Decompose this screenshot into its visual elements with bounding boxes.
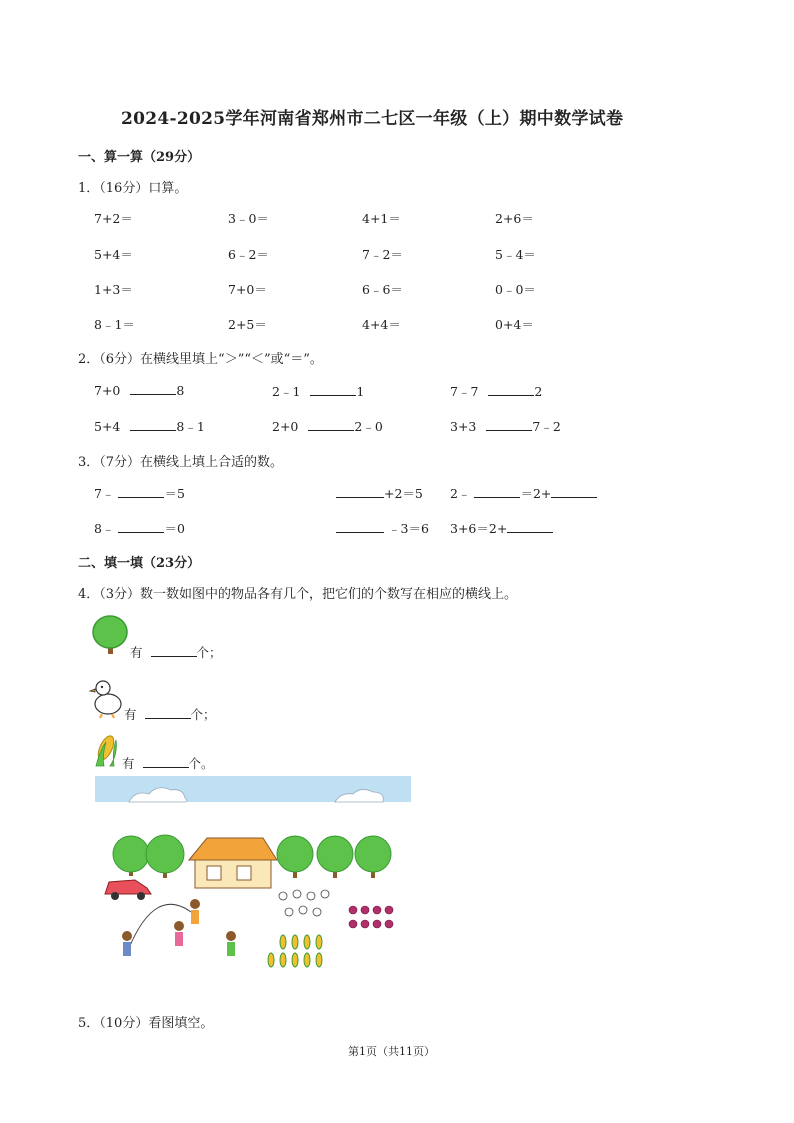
q1-item: 2+6＝ xyxy=(495,211,534,226)
question-2-stem: 2．（6分）在横线里填上“＞”“＜”或“＝”。 xyxy=(78,352,323,367)
q4-text: 个； xyxy=(196,645,222,660)
q4-text: 有 xyxy=(124,707,137,722)
answer-blank[interactable] xyxy=(130,382,176,395)
q2-item xyxy=(94,417,205,435)
corn-icon xyxy=(92,732,120,768)
q2-right: 1 xyxy=(356,384,365,399)
q1-item: 0+4＝ xyxy=(495,317,534,332)
q1-item: 3﹣0＝ xyxy=(228,211,269,226)
q3-text: 8﹣ xyxy=(94,521,115,536)
q3-text: 7﹣ xyxy=(94,486,115,501)
page-title: 2024-2025学年河南省郑州市二七区一年级（上）期中数学试卷 xyxy=(121,109,624,129)
q3-item xyxy=(94,484,185,502)
q2-item xyxy=(450,417,561,435)
q2-left: 7+0 xyxy=(94,383,121,398)
q1-item: 6﹣2＝ xyxy=(228,247,269,262)
q1-item: 4+4＝ xyxy=(362,317,401,332)
answer-blank[interactable] xyxy=(486,418,532,431)
answer-blank[interactable] xyxy=(551,485,597,498)
q1-item: 5﹣4＝ xyxy=(495,247,536,262)
q2-right: 8 xyxy=(176,383,185,398)
q2-item xyxy=(94,382,184,398)
tree xyxy=(113,836,149,876)
question-5-stem: 5．（10分）看图填空。 xyxy=(78,1016,214,1031)
question-3-stem: 3．（7分）在横线上填上合适的数。 xyxy=(78,455,284,470)
q2-right: 8﹣1 xyxy=(176,419,205,434)
answer-blank[interactable] xyxy=(143,755,189,768)
q3-item xyxy=(94,519,185,537)
answer-blank[interactable] xyxy=(507,520,553,533)
tree-icon xyxy=(92,612,128,656)
q1-item: 4+1＝ xyxy=(362,211,401,226)
answer-blank[interactable] xyxy=(488,383,534,396)
q4-text: 有 xyxy=(122,756,135,771)
q4-line-2 xyxy=(124,705,216,723)
q2-left: 7﹣7 xyxy=(450,384,479,399)
q1-item: 1+3＝ xyxy=(94,282,133,297)
q1-item: 2+5＝ xyxy=(228,317,267,332)
answer-blank[interactable] xyxy=(336,520,384,533)
q4-line-1 xyxy=(130,643,222,661)
section-heading-2: 二、填一填（23分） xyxy=(78,556,201,571)
question-1-stem: 1．（16分）口算。 xyxy=(78,181,188,196)
q2-left: 5+4 xyxy=(94,419,121,434)
tree-crown xyxy=(93,616,127,648)
q1-item: 6﹣6＝ xyxy=(362,282,403,297)
q3-item xyxy=(450,484,597,502)
q4-text: 个； xyxy=(190,707,216,722)
tree xyxy=(317,836,353,878)
car xyxy=(105,880,151,900)
duck-icon xyxy=(92,678,124,718)
answer-blank[interactable] xyxy=(145,706,191,719)
answer-blank[interactable] xyxy=(310,383,356,396)
answer-blank[interactable] xyxy=(308,418,354,431)
q3-item xyxy=(450,519,553,537)
question-4-stem: 4．（3分）数一数如图中的物品各有几个，把它们的个数写在相应的横线上。 xyxy=(78,587,518,602)
q2-left: 2+0 xyxy=(272,419,299,434)
tree xyxy=(146,835,184,878)
q2-right: 2 xyxy=(534,384,543,399)
q2-item xyxy=(272,417,383,435)
q2-left: 3+3 xyxy=(450,419,477,434)
q4-line-3 xyxy=(122,754,214,772)
q3-text: ＝0 xyxy=(164,521,185,536)
q2-right: 7﹣2 xyxy=(532,419,561,434)
answer-blank[interactable] xyxy=(118,520,164,533)
q1-item: 5+4＝ xyxy=(94,247,133,262)
q1-item: 7﹣2＝ xyxy=(362,247,403,262)
q2-right: 2﹣0 xyxy=(354,419,383,434)
q2-item xyxy=(450,382,542,400)
answer-blank[interactable] xyxy=(118,485,164,498)
ducks xyxy=(279,890,329,916)
q3-text: ﹣3＝6 xyxy=(388,521,429,536)
answer-blank[interactable] xyxy=(130,418,176,431)
tree xyxy=(355,836,391,878)
house xyxy=(189,838,277,888)
q2-left: 2﹣1 xyxy=(272,384,301,399)
children xyxy=(122,899,236,956)
q4-text: 有 xyxy=(130,645,143,660)
q4-text: 个。 xyxy=(188,756,214,771)
q3-item xyxy=(336,519,429,537)
q3-item xyxy=(336,484,423,502)
q1-item: 8﹣1＝ xyxy=(94,317,135,332)
q2-item xyxy=(272,382,364,400)
flowers xyxy=(349,906,393,928)
q1-item: 7+0＝ xyxy=(228,282,267,297)
q3-text: ＝5 xyxy=(164,486,185,501)
answer-blank[interactable] xyxy=(474,485,520,498)
farm-scene-illustration xyxy=(95,776,411,976)
q3-text: 3+6＝2+ xyxy=(450,521,508,536)
answer-blank[interactable] xyxy=(336,485,384,498)
page-footer: 第1页（共11页） xyxy=(348,1045,435,1058)
q1-item: 7+2＝ xyxy=(94,211,133,226)
q3-text: 2﹣ xyxy=(450,486,471,501)
q3-text: ＝2+ xyxy=(520,486,552,501)
section-heading-1: 一、算一算（29分） xyxy=(78,150,201,165)
answer-blank[interactable] xyxy=(151,644,197,657)
q3-text: +2＝5 xyxy=(384,486,423,501)
corn-field xyxy=(268,935,322,967)
q1-item: 0﹣0＝ xyxy=(495,282,536,297)
tree xyxy=(277,836,313,878)
